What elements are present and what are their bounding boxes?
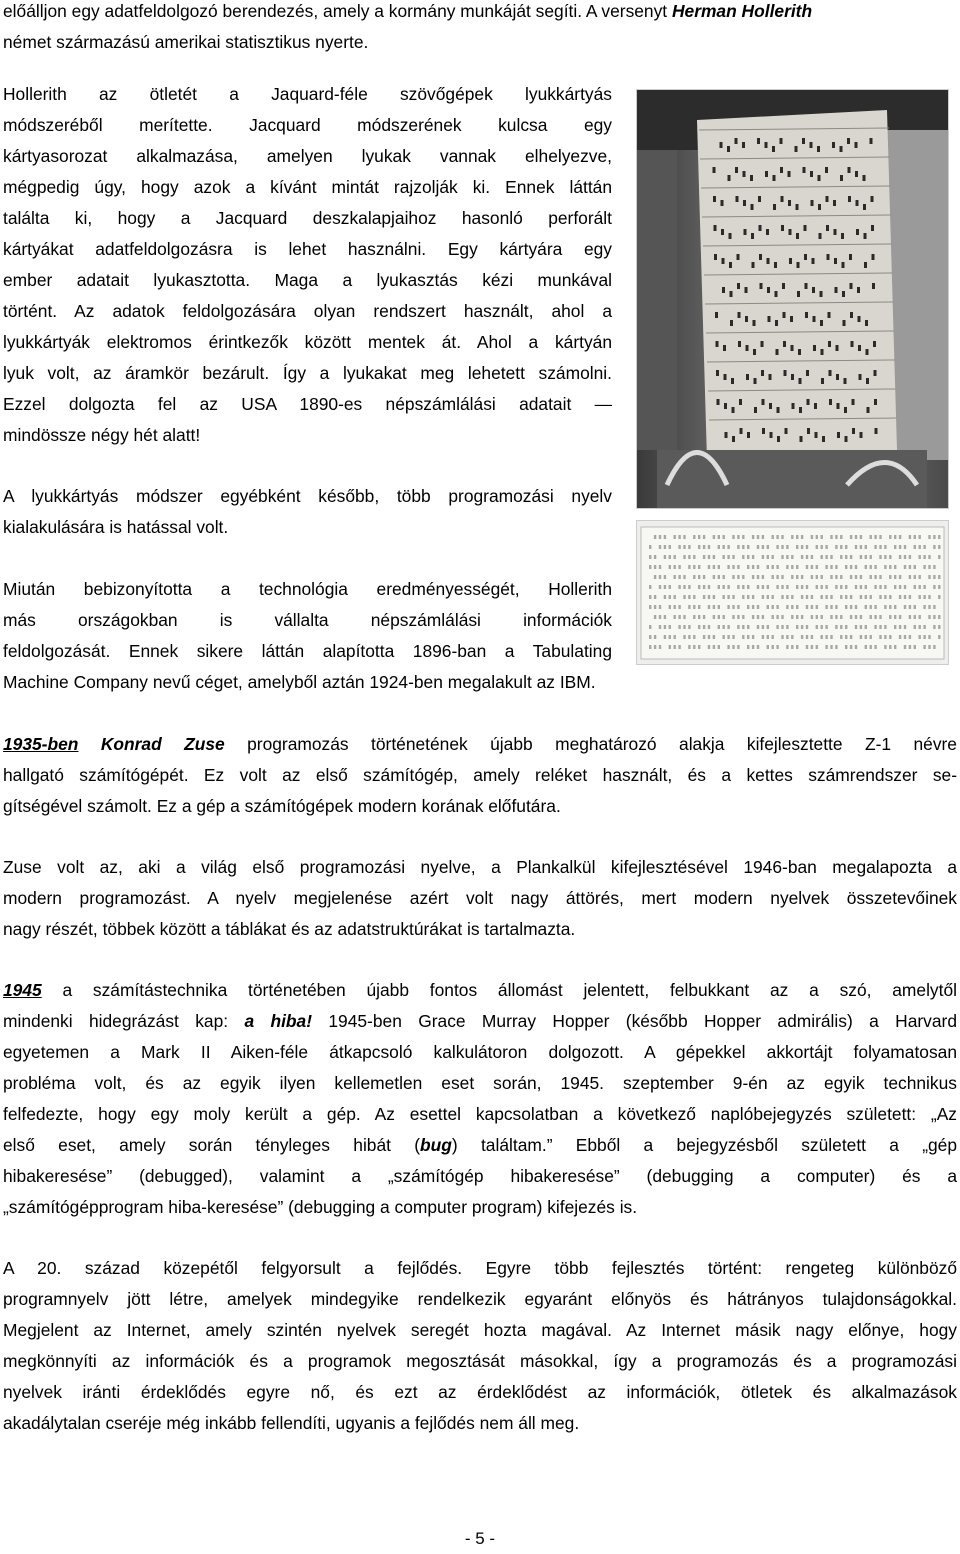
paragraph-2-line: kártyasorozat alkalmazása, amelyen lyukak vannak elhelyezve, [3, 146, 612, 166]
jacquard-loom-photo [636, 89, 949, 509]
text: programozás történetének újabb meghatározó alakja kifejlesztette Z-1 névre [224, 734, 957, 754]
paragraph-4-line: Machine Company nevű céget, amelyből aztán 1924-ben megalakult az IBM. [3, 672, 596, 692]
paragraph-1-line-1 [3, 0, 957, 27]
paragraph-6-line: modern programozást. A nyelv megjelenése azért volt nagy áttörés, mert modern nyelvek összetevőinek [3, 888, 957, 908]
paragraph-7-line-3: egyetemen a Mark II Aiken-féle átkapcsoló kalkulátoron dolgozott. A gépekkel akkortájt folyamatosan [3, 1042, 957, 1062]
paragraph-8-line: A 20. század közepétől felgyorsult a fejlődés. Egyre több fejlesztés történt: rengeteg különböző [3, 1258, 957, 1278]
name-zuse: Konrad Zuse [100, 734, 225, 754]
text: a számítástechnika történetében újabb fontos állomást jelentett, felbukkant az a szó, amelytől [41, 980, 957, 1000]
emphasis-hiba: a hiba! [244, 1011, 313, 1031]
paragraph-2-line: mindössze négy hét alatt! [3, 425, 201, 445]
text: előálljon egy adatfeldolgozó berendezés, amely a kormány munkáját segíti. A versenyt [3, 1, 672, 21]
paragraph-2-line: történt. Az adatok feldolgozására olyan rendszert használt, ahol a [3, 301, 612, 321]
paragraph-7-line-6 [3, 1130, 957, 1161]
paragraph-7-line-7: hibakeresése” (debugged), valamint a „számítógép hibakeresése” (debugging a computer) és a [3, 1166, 957, 1186]
paragraph-8-line: nyelvek iránti érdeklődés egyre nő, és ezt az érdeklődést az információk, ötletek és alkalmazások [3, 1382, 957, 1402]
jacquard-loom-image [637, 90, 948, 508]
paragraph-2-line: Hollerith az ötletét a Jaquard-féle szövőgépek lyukkártyás [3, 84, 612, 104]
paragraph-2-line: mégpedig úgy, hogy azok a kívánt mintát rajzolják ki. Ennek láttán [3, 177, 612, 197]
paragraph-2-line: lyuk volt, az áramkör bezárult. Így a lyukakat meg lehetett számolni. [3, 363, 612, 383]
paragraph-4-line: feldolgozását. Ennek sikere láttán alapította 1896-ban a Tabulating [3, 641, 612, 661]
paragraph-4-line: más országokban is vállalta népszámlálási információk [3, 610, 612, 630]
paragraph-5-line-2: hallgató számítógépét. Ez volt az első számítógép, amely reléket használt, és a kettes számrendszer se- [3, 765, 957, 785]
paragraph-2-line: ember adatait lyukasztotta. Maga a lyukasztás kézi munkával [3, 270, 612, 290]
paragraph-8-line: megkönnyíti az információk és a programok megosztását másokkal, így a programozás és a programozási [3, 1351, 957, 1371]
paragraph-3-line: kialakulására is hatással volt. [3, 517, 229, 537]
paragraph-7-line-5: felfedezte, hogy egy moly került a gép. Az esettel kapcsolatban a következő naplóbejegyzés született: „Az [3, 1104, 957, 1124]
text: első eset, amely során tényleges hibát ( [3, 1135, 421, 1155]
name-hollerith: Herman Hollerith [671, 1, 813, 21]
paragraph-8-line: programnyelv jött létre, amelyek mindegyike rendelkezik egyaránt előnyös és hátrányos tulajdonságokkal. [3, 1289, 957, 1309]
paragraph-7-line-1 [3, 975, 957, 1006]
punch-card-photo [636, 520, 949, 665]
page-number: - 5 - [464, 1529, 496, 1548]
text: mindenki hidegrázást kap: [3, 1011, 245, 1031]
year-1945: 1945 [3, 980, 42, 1000]
paragraph-5-line-1 [3, 729, 957, 760]
paragraph-3-line: A lyukkártyás módszer egyébként később, több programozási nyelv [3, 486, 612, 506]
paragraph-6-line: nagy részét, többek között a táblákat és az adatstruktúrákat is tartalmazta. [3, 919, 576, 939]
paragraph-7-line-8: „számítógépprogram hiba-keresése” (debugging a computer program) kifejezés is. [3, 1197, 638, 1217]
text: ) találtam.” Ebből a bejegyzésből született a „gép [451, 1135, 957, 1155]
paragraph-7-line-2 [3, 1006, 957, 1037]
emphasis-bug: bug [420, 1135, 452, 1155]
paragraph-1-line-2: német származású amerikai statisztikus nyerte. [3, 32, 369, 52]
year-1935: 1935-ben [3, 734, 79, 754]
text: 1945-ben Grace Murray Hopper (később Hopper admirális) a Harvard [312, 1011, 957, 1031]
paragraph-8-line: akadálytalan cseréje még inkább fellendíti, ugyanis a fejlődés nem áll meg. [3, 1413, 580, 1433]
paragraph-2-line: Ezzel dolgozta fel az USA 1890-es népszámlálási adatait — [3, 394, 612, 414]
paragraph-2-line: kártyákat adatfeldolgozásra is lehet használni. Egy kártyára egy [3, 239, 612, 259]
paragraph-6-line: Zuse volt az, aki a világ első programozási nyelve, a Plankalkül kifejlesztésével 1946-ban megalapozta a [3, 857, 957, 877]
paragraph-7-line-4: probléma volt, és az egyik ilyen kellemetlen eset során, 1945. szeptember 9-én az egyik technikus [3, 1073, 957, 1093]
punch-card-image [637, 521, 948, 664]
paragraph-8-line: Megjelent az Internet, amely szintén nyelvek seregét hozta magával. Az Internet másik nagy előnye, hogy [3, 1320, 957, 1340]
paragraph-2-line: találta ki, hogy a Jacquard deszkalapjaihoz hasonló perforált [3, 208, 612, 228]
paragraph-2-line: lyukkártyák elektromos érintkezők között mentek át. Ahol a kártyán [3, 332, 612, 352]
paragraph-2-line: módszeréből merítette. Jacquard módszerének kulcsa egy [3, 115, 612, 135]
paragraph-5-line-3: gítségével számolt. Ez a gép a számítógépek modern korának előfutára. [3, 796, 561, 816]
paragraph-4-line: Miután bebizonyította a technológia eredményességét, Hollerith [3, 579, 612, 599]
